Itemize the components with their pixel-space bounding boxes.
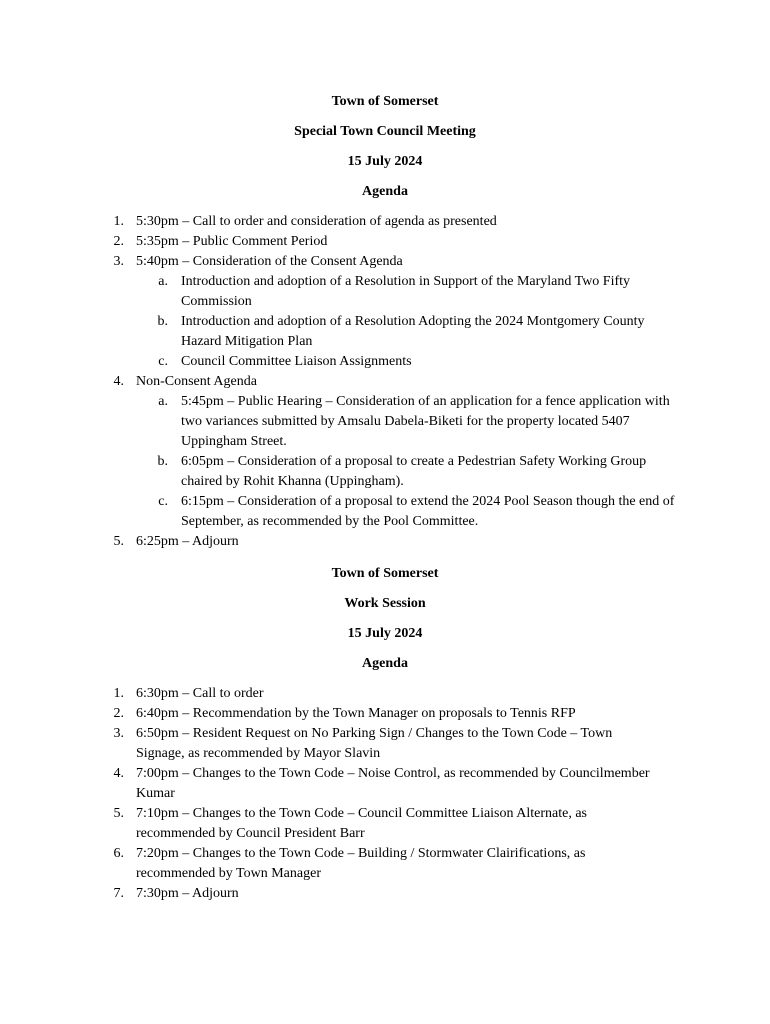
item-number: 1. [113, 686, 124, 701]
agenda-item [0, 372, 770, 392]
agenda-item [0, 844, 770, 884]
item-text: 7:30pm – Adjourn [136, 886, 239, 901]
item-number: 2. [113, 234, 124, 249]
item-text: 6:05pm – Consideration of a proposal to create a Pedestrian Safety Working Group chaired by Rohit Khanna (Uppingham). [181, 454, 647, 489]
item-letter: a. [158, 274, 168, 289]
item-text: Introduction and adoption of a Resolution Adopting the 2024 Montgomery County Hazard Mitigation Plan [181, 314, 645, 349]
org-name: Town of Somerset [331, 566, 439, 581]
item-text: 5:40pm – Consideration of the Consent Agenda [136, 254, 403, 269]
item-text: 7:20pm – Changes to the Town Code – Building / Stormwater Clairifications, as recommended by Town Manager [136, 846, 586, 881]
agenda-item [0, 532, 770, 552]
item-letter: c. [158, 354, 168, 369]
item-letter: b. [157, 454, 168, 469]
agenda-item [0, 212, 770, 232]
item-number: 4. [113, 766, 124, 781]
item-text: 7:10pm – Changes to the Town Code – Council Committee Liaison Alternate, as recommended by Council President Barr [136, 806, 587, 841]
item-text: 5:30pm – Call to order and consideration of agenda as presented [136, 214, 497, 229]
work-session-section [0, 564, 770, 904]
item-text: 5:45pm – Public Hearing – Consideration of an application for a fence application with two variances submitted by Amsalu Dabela-Biketi for the property located 5407 Uppingham Street. [181, 394, 670, 449]
agenda-item [0, 704, 770, 724]
special-meeting-section [0, 92, 770, 552]
org-name: Town of Somerset [331, 94, 439, 109]
item-number: 4. [113, 374, 124, 389]
agenda-heading: Agenda [362, 656, 408, 671]
item-text: 6:15pm – Consideration of a proposal to extend the 2024 Pool Season though the end of September, as recommended by the Pool Committee. [181, 494, 675, 529]
item-number: 1. [113, 214, 124, 229]
item-number: 5. [113, 534, 124, 549]
item-text: 6:40pm – Recommendation by the Town Manager on proposals to Tennis RFP [136, 706, 576, 721]
agenda-list [0, 684, 770, 904]
item-text: 7:00pm – Changes to the Town Code – Noise Control, as recommended by Councilmember Kumar [136, 766, 650, 801]
agenda-subitem [0, 272, 770, 312]
item-text: Council Committee Liaison Assignments [181, 354, 412, 369]
item-letter: c. [158, 494, 168, 509]
item-number: 3. [113, 726, 124, 741]
agenda-subitem [0, 392, 770, 452]
item-letter: b. [157, 314, 168, 329]
item-number: 2. [113, 706, 124, 721]
agenda-item [0, 684, 770, 704]
item-number: 5. [113, 806, 124, 821]
meeting-title: Special Town Council Meeting [294, 124, 476, 139]
agenda-item [0, 884, 770, 904]
item-number: 6. [113, 846, 124, 861]
item-number: 3. [113, 254, 124, 269]
item-text: Introduction and adoption of a Resolution in Support of the Maryland Two Fifty Commission [181, 274, 631, 309]
agenda-item [0, 764, 770, 804]
session-date: 15 July 2024 [347, 626, 423, 641]
meeting-date: 15 July 2024 [347, 154, 423, 169]
agenda-list [0, 212, 770, 552]
item-text: 6:50pm – Resident Request on No Parking Sign / Changes to the Town Code – Town Signage, as recommended by Mayor Slavin [136, 726, 613, 761]
agenda-subitem [0, 352, 770, 372]
agenda-item [0, 252, 770, 272]
item-text: Non-Consent Agenda [136, 374, 257, 389]
item-text: 5:35pm – Public Comment Period [136, 234, 328, 249]
agenda-heading: Agenda [362, 184, 408, 199]
agenda-subitem [0, 452, 770, 492]
item-text: 6:30pm – Call to order [136, 686, 264, 701]
item-text: 6:25pm – Adjourn [136, 534, 239, 549]
agenda-subitem [0, 492, 770, 532]
agenda-subitem [0, 312, 770, 352]
agenda-item [0, 232, 770, 252]
agenda-item [0, 724, 770, 764]
item-number: 7. [113, 886, 124, 901]
session-title: Work Session [344, 596, 426, 611]
item-letter: a. [158, 394, 168, 409]
agenda-item [0, 804, 770, 844]
